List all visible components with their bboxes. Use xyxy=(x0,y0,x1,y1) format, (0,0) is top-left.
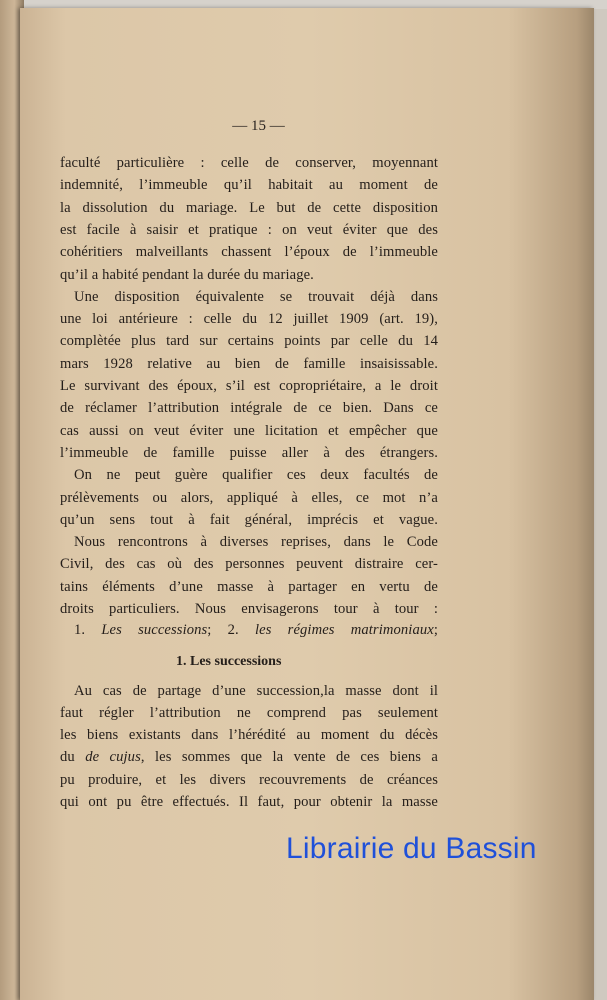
text-line: l’immeuble de famille puisse aller à des étrangers. xyxy=(60,444,438,461)
text-line: qu’il a habité pendant la durée du mariage. xyxy=(60,266,314,283)
text-line: Nous rencontrons à diverses reprises, dans le Code xyxy=(74,534,438,551)
text-line: mars 1928 relative au bien de famille insaisissable. xyxy=(60,355,438,372)
text-line: est facile à saisir et pratique : on veut éviter que des xyxy=(60,221,438,238)
text-line: qui ont pu être effectués. Il faut, pour obtenir la masse xyxy=(60,794,438,810)
text-line: faut régler l’attribution ne comprend pas seulement xyxy=(60,705,438,722)
text-line: droits particuliers. Nous envisagerons tour à tour : xyxy=(60,601,438,617)
text-line: Au cas de partage d’une succession,la masse dont il xyxy=(74,683,438,699)
text-fragment: , les sommes que la vente de ces biens a xyxy=(140,749,439,765)
text-line: cas aussi on veut éviter une licitation et empêcher que xyxy=(60,422,438,439)
text-line: Une disposition équivalente se trouvait déjà dans xyxy=(74,288,438,305)
text-line: prélèvements ou alors, appliqué à elles, ce mot n’a xyxy=(60,489,438,506)
list-item-regimes: les régimes matrimoniaux xyxy=(254,622,434,638)
text-line: les biens existants dans l’hérédité au moment du décès xyxy=(60,727,438,744)
text-line: faculté particulière : celle de conserver, moyennant xyxy=(60,155,438,171)
text-line: Civil, des cas où des personnes peuvent distraire cer- xyxy=(60,556,438,573)
text-line: de réclamer l’attribution intégrale de ce bien. Dans ce xyxy=(60,400,438,417)
list-end: ; xyxy=(433,622,438,638)
section-heading: 1. Les successions xyxy=(176,654,282,669)
latin-term: de cujus xyxy=(85,749,141,765)
text-line: cohéritiers malveillants chassent l’époux de l’immeuble xyxy=(60,244,438,261)
text-line: complètée plus tard sur certains points par celle du 14 xyxy=(60,333,438,350)
text-line: la dissolution du mariage. Le but de cette disposition xyxy=(60,199,438,216)
text-line: On ne peut guère qualifier ces deux facultés de xyxy=(74,467,438,484)
list-separator: ; 2. xyxy=(207,622,239,638)
text-line: une loi antérieure : celle du 12 juillet 1909 (art. 19), xyxy=(60,311,438,328)
page-number xyxy=(0,118,607,135)
page-number-text: — 15 — xyxy=(232,118,285,134)
list-item-successions: Les successions xyxy=(101,622,208,638)
text-line: pu produire, et les divers recouvrements de créances xyxy=(60,771,438,788)
enumeration-line xyxy=(74,620,438,640)
watermark: Librairie du Bassin xyxy=(286,832,537,865)
text-fragment: du xyxy=(60,749,75,765)
text-line: qu’un sens tout à fait général, imprécis et vague. xyxy=(60,511,438,528)
text-line: Le survivant des époux, s’il est copropriétaire, a le droit xyxy=(60,378,438,394)
text-line: tains éléments d’une masse à partager en vertu de xyxy=(60,578,438,595)
list-number: 1. xyxy=(74,622,86,638)
text-line-cujus xyxy=(60,747,438,767)
text-line: indemnité, l’immeuble qu’il habitait au moment de xyxy=(60,177,438,194)
